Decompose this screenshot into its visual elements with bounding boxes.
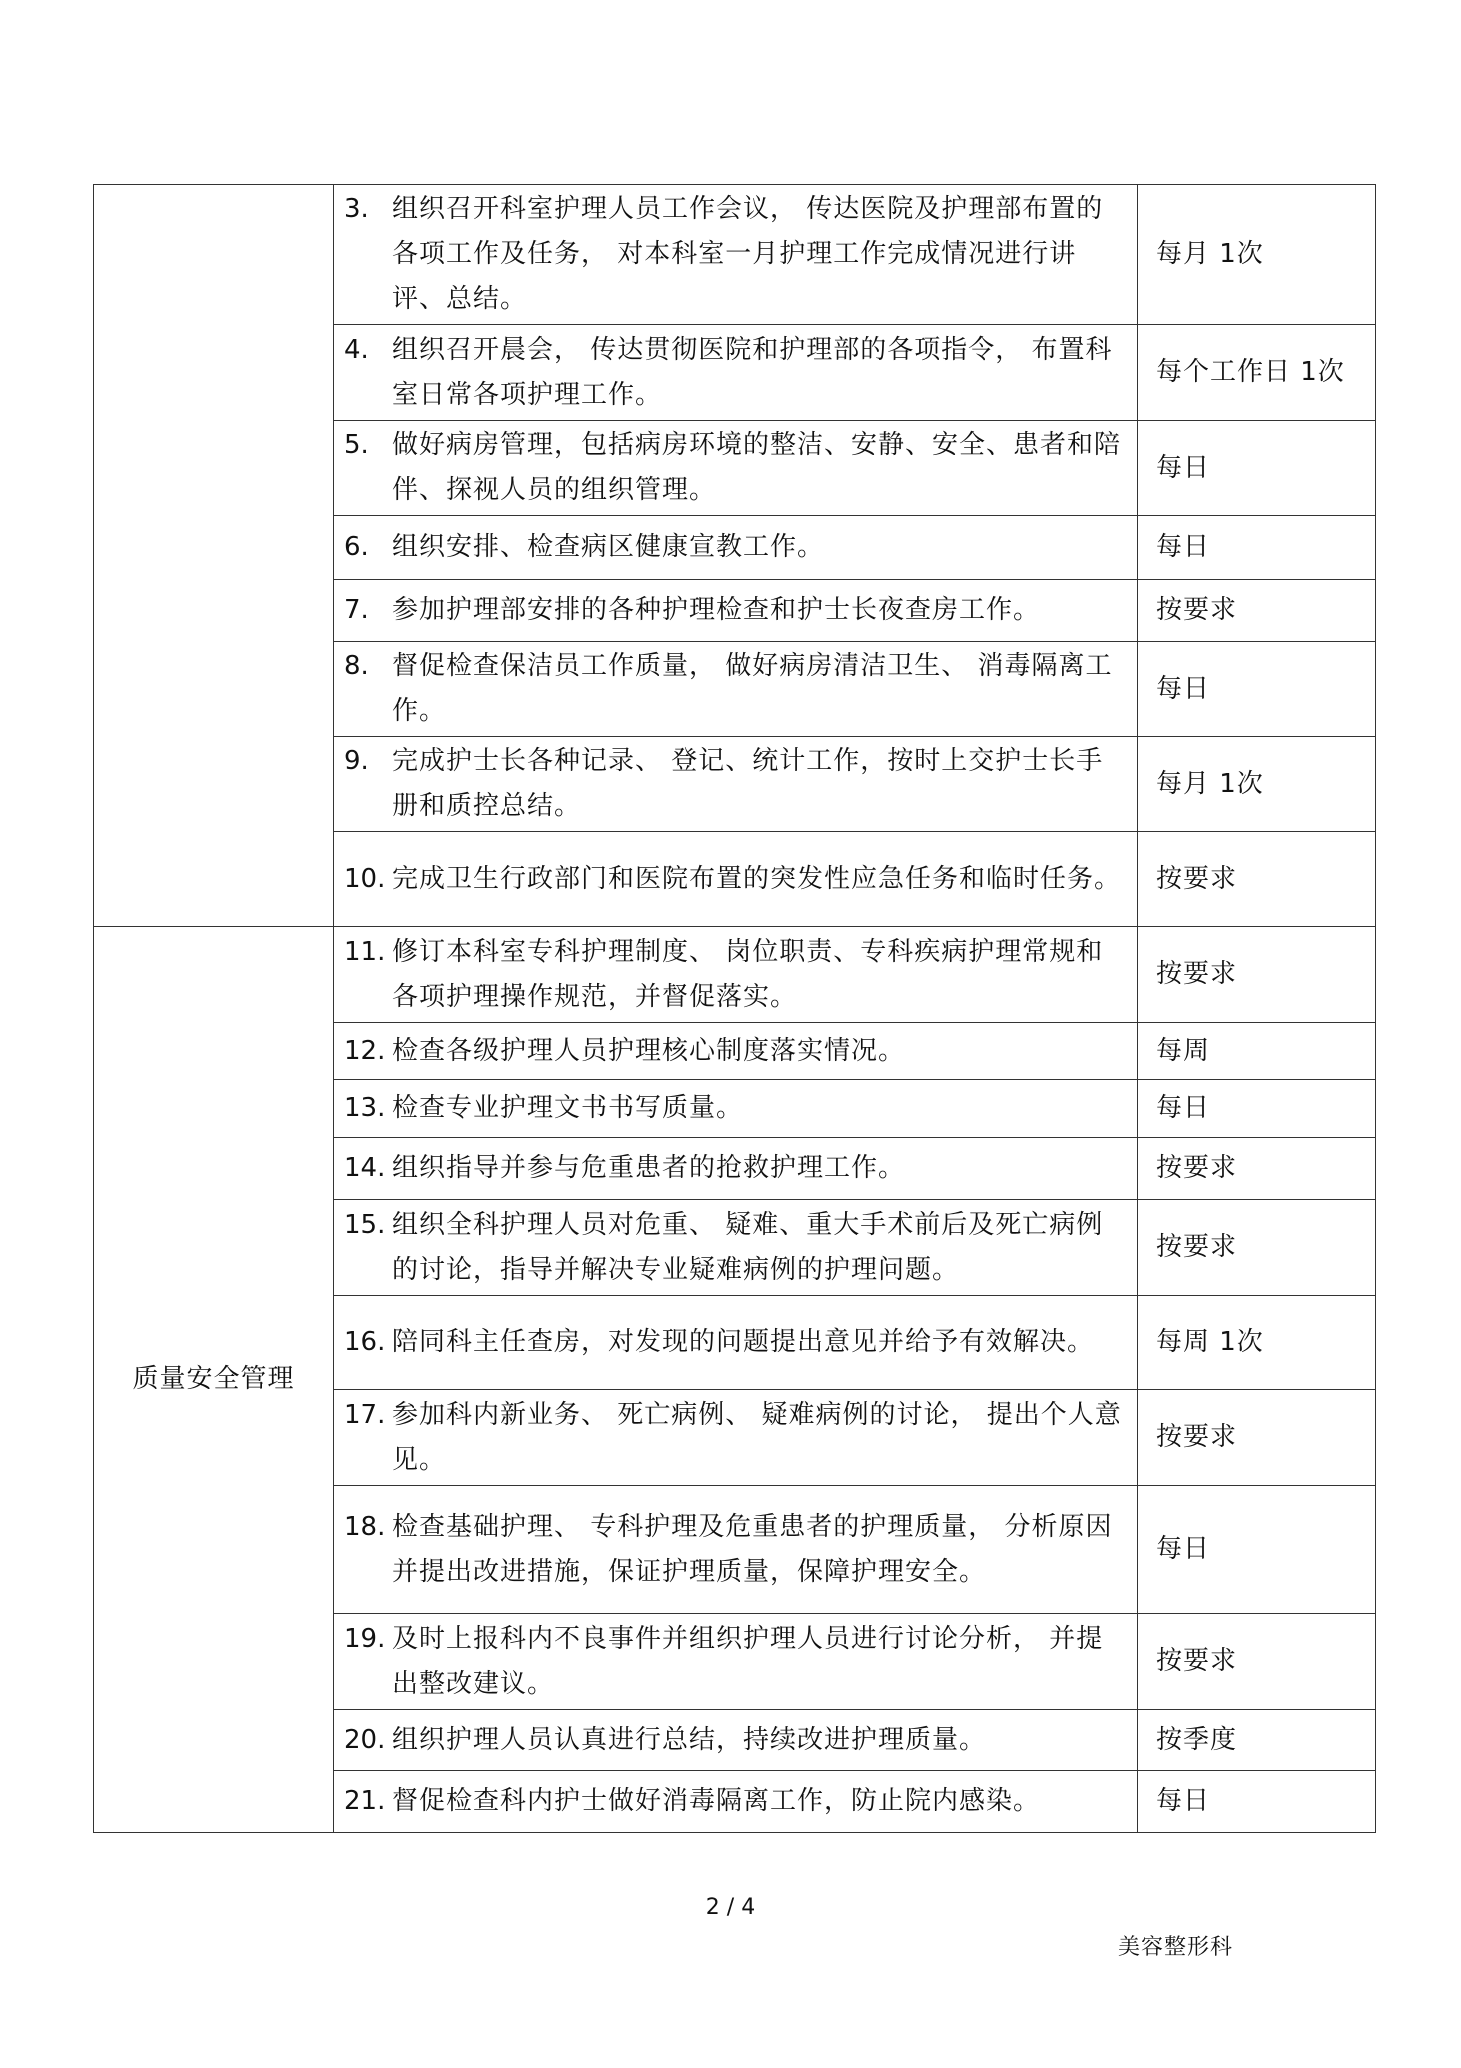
task-number: 8. xyxy=(344,651,369,681)
task-text: 完成护士长各种记录、 登记、统计工作，按时上交护士长手册和质控总结。 xyxy=(392,746,1104,821)
task-item xyxy=(344,930,1125,1020)
frequency-cell: 每个工作日 1次 xyxy=(1138,325,1376,421)
task-item xyxy=(344,328,1125,418)
duty-table xyxy=(93,184,1376,1833)
frequency-cell: 按要求 xyxy=(1138,1200,1376,1296)
task-cell xyxy=(334,1390,1138,1486)
task-item xyxy=(344,1617,1125,1707)
frequency-cell: 每日 xyxy=(1138,516,1376,580)
task-number: 19. xyxy=(344,1623,386,1654)
task-text: 检查各级护理人员护理核心制度落实情况。 xyxy=(392,1035,906,1066)
task-text: 组织召开晨会， 传达贯彻医院和护理部的各项指令， 布置科室日常各项护理工作。 xyxy=(392,334,1113,410)
duty-table-container xyxy=(93,184,1375,1833)
task-cell xyxy=(334,1710,1138,1771)
task-cell xyxy=(334,325,1138,421)
task-number: 20. xyxy=(344,1724,386,1755)
task-text: 组织全科护理人员对危重、 疑难、重大手术前后及死亡病例的讨论，指导并解决专业疑难病例的护理问题。 xyxy=(392,1209,1104,1285)
task-cell xyxy=(334,580,1138,642)
task-item xyxy=(344,588,1125,633)
task-cell xyxy=(334,421,1138,516)
task-text: 陪同科主任查房，对发现的问题提出意见并给予有效解决。 xyxy=(392,1327,1095,1357)
task-cell xyxy=(334,1080,1138,1138)
frequency-cell: 按季度 xyxy=(1138,1710,1376,1771)
task-number: 13. xyxy=(344,1093,386,1123)
task-number: 16. xyxy=(344,1327,386,1357)
task-number: 3. xyxy=(344,194,369,224)
task-text: 完成卫生行政部门和医院布置的突发性应急任务和临时任务。 xyxy=(392,863,1122,894)
task-number: 9. xyxy=(344,746,369,776)
frequency-cell: 每日 xyxy=(1138,1080,1376,1138)
duty-table-body xyxy=(94,185,1376,1833)
task-text: 参加护理部安排的各种护理检查和护士长夜查房工作。 xyxy=(392,595,1041,625)
task-text: 组织指导并参与危重患者的抢救护理工作。 xyxy=(392,1153,906,1183)
task-number: 21. xyxy=(344,1786,386,1816)
frequency-cell: 按要求 xyxy=(1138,580,1376,642)
frequency-cell: 每日 xyxy=(1138,642,1376,737)
task-item xyxy=(344,739,1125,829)
task-cell xyxy=(334,927,1138,1023)
task-cell xyxy=(334,1296,1138,1390)
task-number: 17. xyxy=(344,1399,386,1430)
task-text: 组织召开科室护理人员工作会议， 传达医院及护理部布置的各项工作及任务， 对本科室一月护理工作完成情况进行讲评、总结。 xyxy=(392,194,1104,314)
task-item xyxy=(344,1718,1125,1763)
task-text: 检查基础护理、 专科护理及危重患者的护理质量， 分析原因并提出改进措施，保证护理质量，保障护理安全。 xyxy=(392,1511,1113,1587)
task-cell xyxy=(334,1023,1138,1080)
frequency-cell: 按要求 xyxy=(1138,1614,1376,1710)
frequency-cell: 每日 xyxy=(1138,1771,1376,1833)
task-item xyxy=(344,1505,1125,1595)
task-item xyxy=(344,1146,1125,1191)
task-text: 做好病房管理，包括病房环境的整洁、安静、安全、患者和陪伴、探视人员的组织管理。 xyxy=(392,430,1122,505)
task-text: 组织护理人员认真进行总结，持续改进护理质量。 xyxy=(392,1724,987,1755)
task-text: 督促检查科内护士做好消毒隔离工作，防止院内感染。 xyxy=(392,1786,1041,1816)
task-item xyxy=(344,1086,1125,1131)
task-item xyxy=(344,857,1125,902)
frequency-cell: 每周 1次 xyxy=(1138,1296,1376,1390)
task-item xyxy=(344,1320,1125,1365)
category-cell: 质量安全管理 xyxy=(94,927,334,1833)
frequency-cell: 每日 xyxy=(1138,1486,1376,1614)
task-cell xyxy=(334,185,1138,325)
task-number: 6. xyxy=(344,532,369,562)
task-text: 检查专业护理文书书写质量。 xyxy=(392,1093,744,1123)
task-text: 组织安排、检查病区健康宣教工作。 xyxy=(392,532,825,562)
task-text: 督促检查保洁员工作质量， 做好病房清洁卫生、 消毒隔离工作。 xyxy=(392,651,1113,726)
task-item xyxy=(344,423,1125,513)
task-number: 11. xyxy=(344,936,386,967)
task-number: 15. xyxy=(344,1209,386,1240)
task-number: 4. xyxy=(344,334,369,365)
task-text: 修订本科室专科护理制度、 岗位职责、专科疾病护理常规和各项护理操作规范，并督促落实。 xyxy=(392,936,1104,1012)
task-cell xyxy=(334,1200,1138,1296)
task-number: 12. xyxy=(344,1035,386,1066)
task-item xyxy=(344,1029,1125,1074)
frequency-cell: 按要求 xyxy=(1138,927,1376,1023)
frequency-cell: 每日 xyxy=(1138,421,1376,516)
category-cell xyxy=(94,185,334,927)
task-number: 7. xyxy=(344,595,369,625)
task-cell xyxy=(334,832,1138,927)
task-item xyxy=(344,644,1125,734)
page-number: 2 / 4 xyxy=(705,1895,756,1920)
task-cell xyxy=(334,1614,1138,1710)
frequency-cell: 按要求 xyxy=(1138,832,1376,927)
task-item xyxy=(344,1779,1125,1824)
task-item xyxy=(344,525,1125,570)
task-cell xyxy=(334,1138,1138,1200)
table-row xyxy=(94,185,1376,325)
task-text: 参加科内新业务、 死亡病例、 疑难病例的讨论， 提出个人意见。 xyxy=(392,1399,1122,1475)
frequency-cell: 每周 xyxy=(1138,1023,1376,1080)
task-item xyxy=(344,1393,1125,1483)
task-cell xyxy=(334,737,1138,832)
task-cell xyxy=(334,1486,1138,1614)
task-text: 及时上报科内不良事件并组织护理人员进行讨论分析， 并提出整改建议。 xyxy=(392,1623,1104,1699)
department-name: 美容整形科 xyxy=(1118,1935,1234,1960)
task-cell xyxy=(334,1771,1138,1833)
table-row xyxy=(94,927,1376,1023)
task-item xyxy=(344,1203,1125,1293)
task-cell xyxy=(334,516,1138,580)
frequency-cell: 按要求 xyxy=(1138,1138,1376,1200)
frequency-cell: 每月 1次 xyxy=(1138,185,1376,325)
task-number: 5. xyxy=(344,430,369,460)
frequency-cell: 每月 1次 xyxy=(1138,737,1376,832)
task-number: 18. xyxy=(344,1511,386,1542)
task-cell xyxy=(334,642,1138,737)
task-item xyxy=(344,187,1125,322)
task-number: 14. xyxy=(344,1153,386,1183)
frequency-cell: 按要求 xyxy=(1138,1390,1376,1486)
task-number: 10. xyxy=(344,863,386,894)
